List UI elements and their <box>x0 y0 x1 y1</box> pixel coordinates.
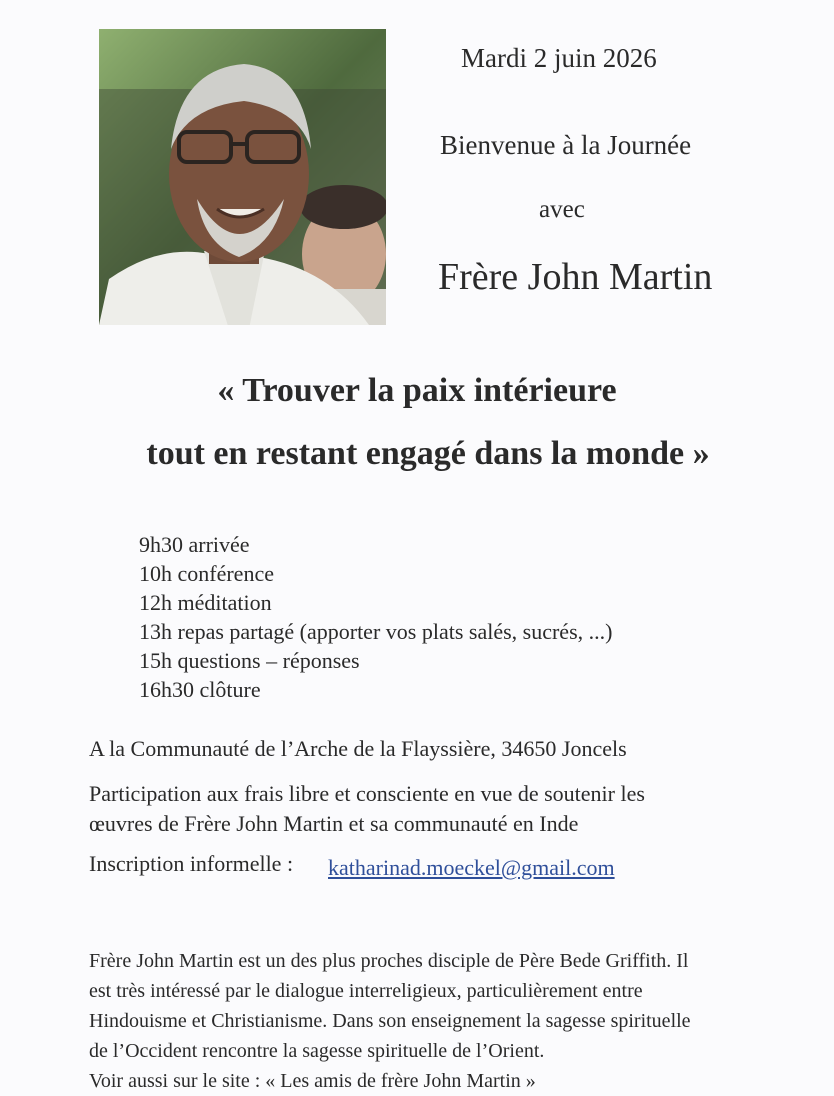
welcome-text: Bienvenue à la Journée <box>440 130 692 160</box>
participation-line-1: Participation aux frais libre et consciente en vue de soutenir les <box>89 781 645 806</box>
event-title-line-1: « Trouver la paix intérieure <box>217 372 617 409</box>
venue-address: A la Communauté de l’Arche de la Flayssière, 34650 Joncels <box>89 736 627 761</box>
biography <box>89 946 691 1096</box>
schedule-item: 12h méditation <box>139 590 272 615</box>
participation-text <box>89 779 645 839</box>
schedule-item: 13h repas partagé (apporter vos plats salés, sucrés, ...) <box>139 619 613 644</box>
inscription-label: Inscription informelle : <box>89 851 294 876</box>
schedule-item: 16h30 clôture <box>139 677 261 702</box>
event-title-line-2: tout en restant engagé dans la monde » <box>146 435 710 472</box>
bio-line-3: Hindouisme et Christianisme. Dans son enseignement la sagesse spirituelle <box>89 1010 691 1032</box>
participation-line-2: œuvres de Frère John Martin et sa communauté en Inde <box>89 811 579 836</box>
schedule-item: 9h30 arrivée <box>139 532 250 557</box>
contact-email-link[interactable]: katharinad.moeckel@gmail.com <box>328 855 615 880</box>
bio-line-2: est très intéressé par le dialogue interreligieux, particulièrement entre <box>89 980 643 1002</box>
speaker-photo <box>99 29 386 325</box>
schedule-list <box>139 530 612 704</box>
schedule-item: 15h questions – réponses <box>139 648 360 673</box>
event-date: Mardi 2 juin 2026 <box>461 43 657 73</box>
bio-line-4: de l’Occident rencontre la sagesse spirituelle de l’Orient. <box>89 1040 545 1062</box>
speaker-name: Frère John Martin <box>438 256 713 298</box>
schedule-item: 10h conférence <box>139 561 274 586</box>
avec-text: avec <box>539 196 585 223</box>
bio-line-5: Voir aussi sur le site : « Les amis de frère John Martin » <box>89 1070 536 1092</box>
bio-line-1: Frère John Martin est un des plus proches disciple de Père Bede Griffith. Il <box>89 950 689 972</box>
